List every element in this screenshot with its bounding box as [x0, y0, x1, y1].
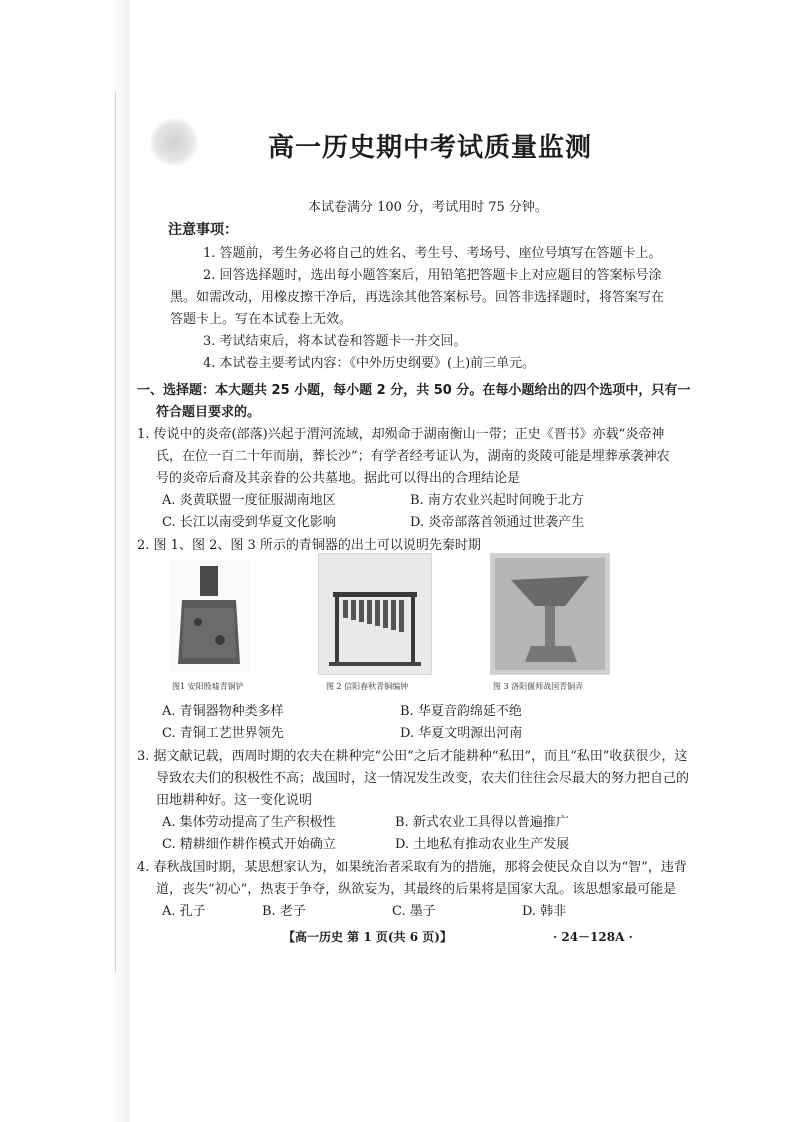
option-b: B. 华夏音韵绵延不绝 [400, 704, 522, 719]
question-stem: 氏，在位一百二十年而崩，葬长沙”；有学者经考证认为，湖南的炎陵可能是埋葬承袭神农 [156, 449, 670, 464]
option-b: B. 南方农业兴起时间晚于北方 [410, 493, 584, 508]
notice-item: 答题卡上。写在本试卷上无效。 [170, 312, 353, 327]
option-a: A. 孔子 [162, 904, 206, 919]
figure-caption: 图 3 洛阳偃师战国青铜弄 [493, 682, 584, 691]
option-c: C. 精耕细作耕作模式开始确立 [162, 837, 336, 852]
question-stem: 4. 春秋战国时期，某思想家认为，如果统治者采取有为的措施，那将会使民众自以为“智”，违背 [137, 860, 687, 875]
bronze-vessel-image [491, 554, 609, 674]
option-d: D. 华夏文明源出河南 [400, 726, 523, 741]
notice-item: 4. 本试卷主要考试内容：《中外历史纲要》(上)前三单元。 [203, 356, 536, 371]
notice-item: 黑。如需改动，用橡皮擦干净后，再选涂其他答案标号。回答非选择题时，将答案写在 [170, 290, 665, 305]
exam-meta: 本试卷满分 100 分，考试用时 75 分钟。 [308, 200, 548, 215]
question-stem: 田地耕种好。这一变化说明 [156, 793, 313, 808]
option-c: C. 长江以南受到华夏文化影响 [162, 515, 336, 530]
section-header: 一、选择题：本大题共 25 小题，每小题 2 分，共 50 分。在每小题给出的四个选项中，只有一 [137, 383, 691, 398]
bronze-spade-image [170, 560, 250, 672]
notice-item: 3. 考试结束后，将本试卷和答题卡一并交回。 [203, 334, 467, 349]
figure-bronze-bells [318, 553, 432, 675]
bronze-bells-image [319, 554, 431, 674]
option-d: D. 韩非 [522, 904, 567, 919]
option-c: C. 青铜工艺世界领先 [162, 726, 284, 741]
figure-caption: 图1 安阳殷墟青铜铲 [172, 682, 244, 691]
question-stem: 3. 据文献记载，西周时期的农夫在耕种完“公田”之后才能耕种“私田”，而且“私田”收获很少，这 [137, 749, 688, 764]
page-footer: 【高一历史 第 1 页(共 6 页)】 [283, 930, 452, 944]
notice-item: 1. 答题前，考生务必将自己的姓名、考生号、考场号、座位号填写在答题卡上。 [203, 246, 662, 261]
option-d: D. 土地私有推动农业生产发展 [395, 837, 570, 852]
option-a: A. 集体劳动提高了生产积极性 [162, 815, 336, 830]
figure-bronze-spade [170, 560, 250, 672]
option-a: A. 青铜器物种类多样 [162, 704, 284, 719]
question-stem: 1. 传说中的炎帝(部落)兴起于渭河流域，却殒命于湖南衡山一带；正史《晋书》亦载“炎帝神 [137, 427, 665, 442]
option-b: B. 老子 [262, 904, 306, 919]
paper-code: · 24－128A · [553, 930, 633, 944]
page-title: 高一历史期中考试质量监测 [268, 133, 593, 163]
option-c: C. 墨子 [392, 904, 436, 919]
question-stem: 2. 图 1、图 2、图 3 所示的青铜器的出土可以说明先秦时期 [137, 538, 481, 553]
notice-heading: 注意事项： [168, 222, 238, 238]
section-header-cont: 符合题目要求的。 [156, 405, 261, 420]
blurred-stamp [150, 118, 198, 166]
question-stem: 道，丧失“初心”，热衷于争夺，纵欲妄为，其最终的后果将是国家大乱。该思想家最可能是 [156, 882, 677, 897]
scan-margin [0, 0, 130, 1122]
question-stem: 导致农夫们的积极性不高；战国时，这一情况发生改变，农夫们往往会尽最大的努力把自己的 [156, 771, 690, 786]
figure-bronze-vessel [490, 553, 610, 675]
question-stem: 号的炎帝后裔及其亲眷的公共墓地。据此可以得出的合理结论是 [156, 471, 521, 486]
figure-caption: 图 2 信阳春秋青铜编钟 [326, 682, 409, 691]
option-b: B. 新式农业工具得以普遍推广 [395, 815, 569, 830]
option-d: D. 炎帝部落首领通过世袭产生 [410, 515, 585, 530]
notice-item: 2. 回答选择题时，选出每小题答案后，用铅笔把答题卡上对应题目的答案标号涂 [203, 268, 662, 283]
option-a: A. 炎黄联盟一度征服湖南地区 [162, 493, 336, 508]
